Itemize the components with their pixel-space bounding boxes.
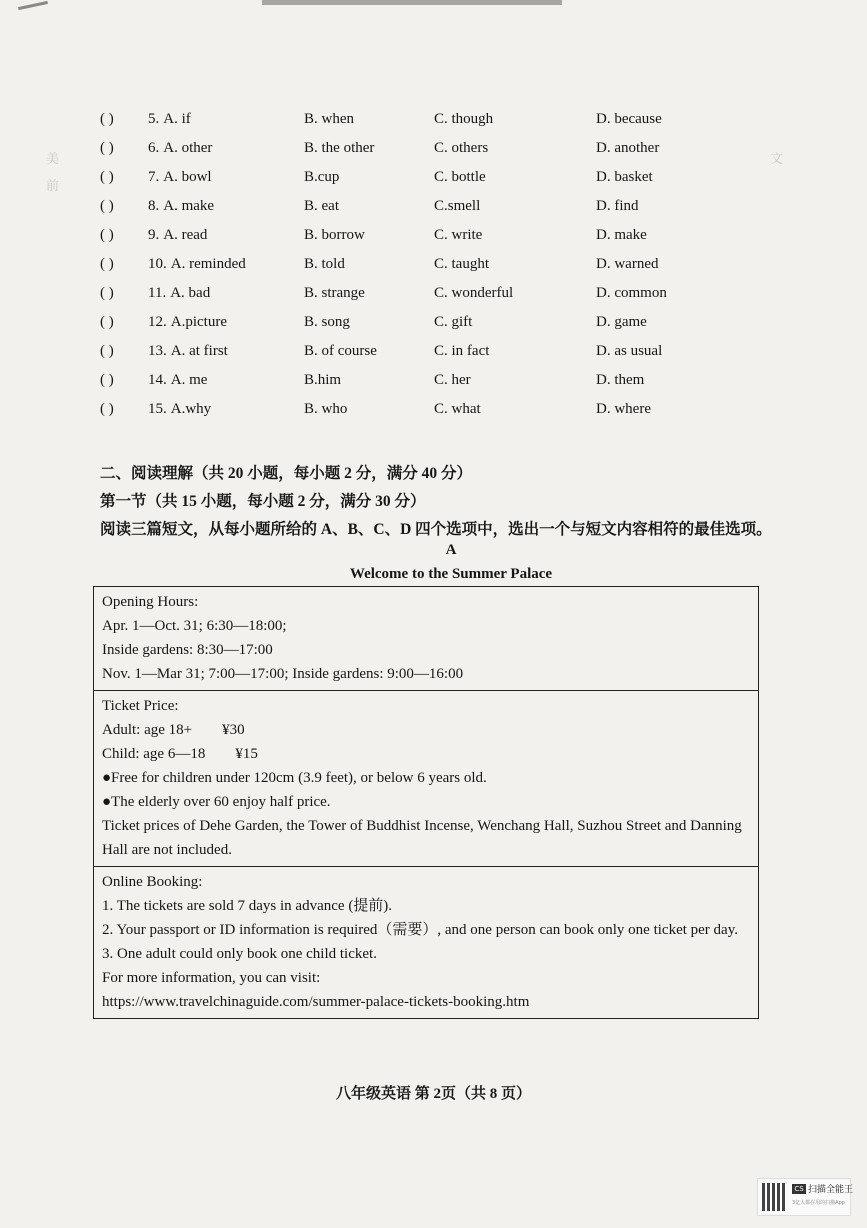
option-c: C. though [434,111,494,127]
part-1-title: 第一节（共 15 小题，每小题 2 分，满分 30 分） [100,493,426,510]
option-c: C. write [434,227,483,243]
option-a [148,169,212,186]
option-c: C.smell [434,198,481,214]
option-b: B. song [304,314,350,330]
booking-rule-2: 2. Your passport or ID information is required（需要）, and one person can book only one ticket per day. [102,922,738,938]
bleed-through: 文 [770,151,784,166]
free-note: ●Free for children under 120cm (3.9 feet), or below 6 years old. [102,770,487,786]
option-a [148,314,227,331]
question-number: 14. [148,372,167,388]
scan-top-edge [262,0,562,5]
option-row [100,285,840,307]
option-a-text: A. if [163,111,191,127]
option-c: C. her [434,372,471,388]
question-number: 7. [148,169,160,185]
ticket-heading: Ticket Price: [102,698,179,714]
question-number: 11. [148,285,167,301]
opening-hours-cell [94,587,758,691]
booking-url: https://www.travelchinaguide.com/summer-palace-tickets-booking.htm [102,994,530,1010]
section-2-title: 二、阅读理解（共 20 小题，每小题 2 分，满分 40 分） [100,465,473,482]
answer-blank: ( ) [100,198,114,214]
scan-corner-mark [18,1,48,10]
scanner-subtitle: 3亿人都在用的扫描App [792,1200,845,1206]
hours-line-1: Apr. 1—Oct. 31; 6:30—18:00; [102,618,287,634]
answer-blank: ( ) [100,343,114,359]
option-b: B. when [304,111,354,127]
answer-blank: ( ) [100,256,114,272]
option-d: D. because [596,111,662,127]
option-b: B.him [304,372,342,388]
option-a-text: A. make [163,198,215,214]
option-d: D. game [596,314,647,330]
option-a [148,140,212,157]
hours-line-3: Nov. 1—Mar 31; 7:00—17:00; Inside gardens: 9:00—16:00 [102,666,464,682]
option-row [100,227,840,249]
option-a-text: A. other [163,140,213,156]
option-c: C. bottle [434,169,486,185]
elderly-note: ●The elderly over 60 enjoy half price. [102,794,331,810]
answer-blank: ( ) [100,285,114,301]
option-row [100,111,840,133]
option-c: C. taught [434,256,489,272]
page-footer: 八年级英语 第 2页（共 8 页） [335,1086,531,1102]
option-a [148,285,210,302]
child-price: ¥15 [235,746,258,762]
option-row [100,343,840,365]
passage-title: Welcome to the Summer Palace [349,566,553,582]
option-d: D. where [596,401,651,417]
option-a-text: A. me [170,372,208,388]
answer-blank: ( ) [100,227,114,243]
question-number: 8. [148,198,160,214]
question-number: 12. [148,314,167,330]
answer-blank: ( ) [100,169,114,185]
option-row [100,256,840,278]
bleed-through: 前 [46,178,60,193]
option-d: D. basket [596,169,653,185]
question-number: 5. [148,111,160,127]
option-c: C. gift [434,314,473,330]
qr-code-icon [762,1183,786,1211]
excluded-note: Ticket prices of Dehe Garden, the Tower of Buddhist Incense, Wenchang Hall, Suzhou Street and Danning Hall are not included. [102,818,742,858]
answer-blank: ( ) [100,111,114,127]
option-d: D. find [596,198,639,214]
option-row [100,314,840,336]
option-d: D. common [596,285,667,301]
booking-rule-1: 1. The tickets are sold 7 days in advance (提前). [102,898,393,914]
child-price-line [102,742,750,766]
online-booking-cell [94,867,758,1018]
scanner-name: 扫描全能王 [808,1185,854,1195]
hours-line-2: Inside gardens: 8:30—17:00 [102,642,273,658]
option-a [148,256,246,273]
option-a-text: A. bad [170,285,211,301]
option-b: B. the other [304,140,375,156]
ticket-price-cell [94,691,758,867]
option-b: B.cup [304,169,340,185]
option-a [148,401,211,418]
option-a-text: A.picture [170,314,227,330]
option-a-text: A. bowl [163,169,212,185]
option-row [100,198,840,220]
child-label: Child: age 6—18 [102,746,206,762]
option-d: D. another [596,140,660,156]
adult-label: Adult: age 18+ [102,722,193,738]
option-row [100,140,840,162]
option-a [148,227,207,244]
question-number: 15. [148,401,167,417]
option-d: D. as usual [596,343,663,359]
option-c: C. in fact [434,343,490,359]
answer-blank: ( ) [100,314,114,330]
answer-blank: ( ) [100,401,114,417]
option-a-text: A. at first [170,343,228,359]
option-a [148,343,228,360]
option-c: C. others [434,140,489,156]
option-a-text: A. reminded [170,256,246,272]
option-row [100,401,840,423]
passage-letter: A [445,542,457,558]
option-b: B. of course [304,343,377,359]
info-table [93,586,759,1019]
option-c: C. what [434,401,481,417]
question-number: 13. [148,343,167,359]
option-d: D. them [596,372,645,388]
option-d: D. make [596,227,647,243]
adult-price-line [102,718,750,742]
bleed-through: 美 [46,151,60,166]
booking-rule-3: 3. One adult could only book one child ticket. [102,946,377,962]
option-a [148,372,207,389]
option-a-text: A.why [170,401,212,417]
reading-instructions: 阅读三篇短文，从每小题所给的 A、B、C、D 四个选项中，选出一个与短文内容相符的最佳选项。 [100,521,772,538]
booking-more: For more information, you can visit: [102,970,321,986]
hours-heading: Opening Hours: [102,594,199,610]
option-d: D. warned [596,256,659,272]
question-number: 10. [148,256,167,272]
option-row [100,169,840,191]
adult-price: ¥30 [222,722,245,738]
scanner-watermark [757,1178,854,1216]
question-number: 9. [148,227,160,243]
option-a-text: A. read [163,227,208,243]
answer-blank: ( ) [100,372,114,388]
camscanner-logo: CS [792,1184,806,1194]
option-a [148,111,191,128]
option-c: C. wonderful [434,285,514,301]
option-b: B. borrow [304,227,365,243]
question-number: 6. [148,140,160,156]
option-b: B. strange [304,285,365,301]
option-b: B. who [304,401,348,417]
booking-heading: Online Booking: [102,874,203,890]
option-b: B. told [304,256,345,272]
option-row [100,372,840,394]
option-b: B. eat [304,198,339,214]
option-a [148,198,214,215]
answer-blank: ( ) [100,140,114,156]
